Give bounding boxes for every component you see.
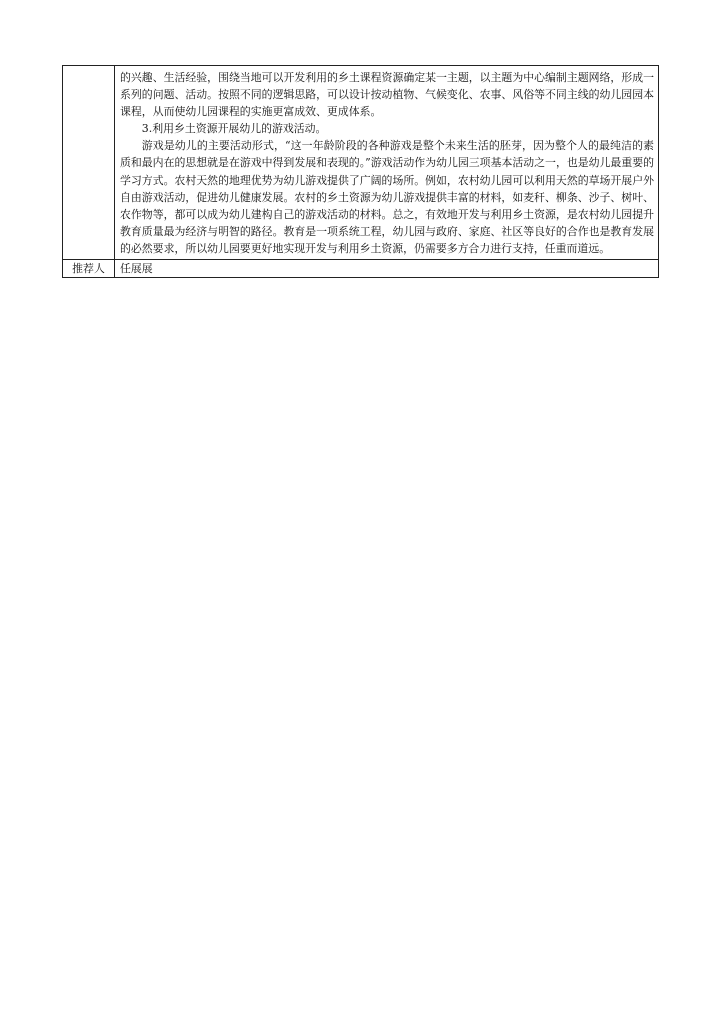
empty-label-cell [63,66,115,260]
content-row [63,66,659,260]
paragraph-continuation: 的兴趣、生活经验，围绕当地可以开发利用的乡土课程资源确定某一主题，以主题为中心编制主题网络，形成一系列的问题、活动。按照不同的逻辑思路，可以设计按动植物、气候变化、农事、风俗等不同主线的幼儿园园本课程，从而使幼儿园课程的实施更富成效、更成体系。 [120,71,654,119]
document-table [62,65,659,278]
content-cell [115,66,659,260]
recommender-value: 任展展 [115,260,659,278]
recommender-row [63,260,659,278]
paragraph-game-activities: 游戏是幼儿的主要活动形式，“这一年龄阶段的各种游戏是整个未来生活的胚芽，因为整个人的最纯洁的素质和最内在的思想就是在游戏中得到发展和表现的。”游戏活动作为幼儿园三项基本活动之一，也是幼儿最重要的学习方式。农村天然的地理优势为幼儿游戏提供了广阔的场所。例如，农村幼儿园可以利用天然的草场开展户外自由游戏活动，促进幼儿健康发展。农村的乡土资源为幼儿游戏提供丰富的材料，如麦秆、柳条、沙子、树叶、农作物等，都可以成为幼儿建构自己的游戏活动的材料。总之，有效地开发与利用乡土资源，是农村幼儿园提升教育质量最为经济与明智的路径。教育是一项系统工程，幼儿园与政府、家庭、社区等良好的合作也是教育发展的必然要求，所以幼儿园要更好地实现开发与利用乡土资源，仍需要多方合力进行支持，任重而道远。 [120,139,654,255]
section-heading: 3.利用乡土资源开展幼儿的游戏活动。 [141,122,327,136]
recommender-label: 推荐人 [63,260,115,278]
